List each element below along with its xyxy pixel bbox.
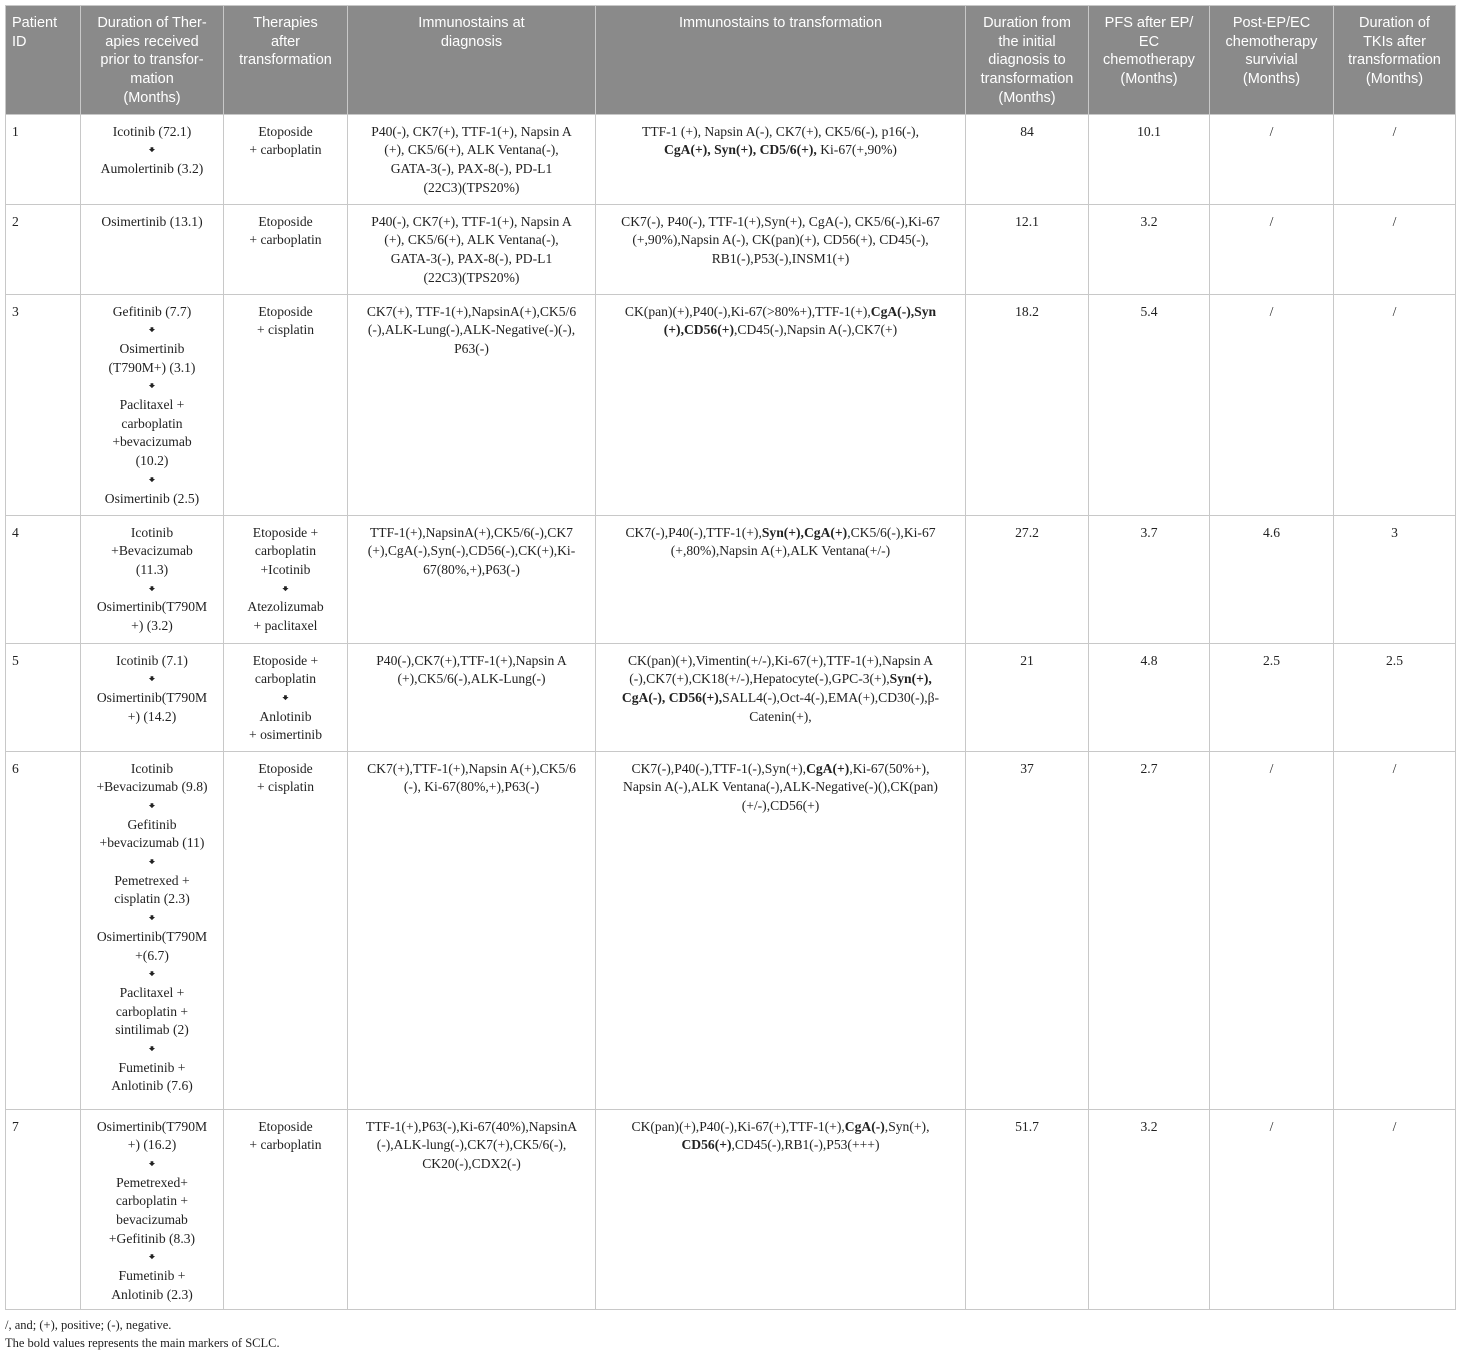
stain-line: TTF-1(+),P63(-),Ki-67(40%),NapsinA [365,1118,578,1134]
header-line: mation [130,71,174,88]
therapy-line: +) (3.2) [131,618,173,634]
header-line: PFS after EP/ [1104,15,1194,31]
table-row [6,643,1456,751]
header-line: transformation [1348,52,1441,69]
stain-line: (-),ALK-Lung(-),ALK-Negative(-)(-), [367,322,576,338]
header-line: (Months) [998,89,1056,106]
header-line: Immunostains to transformation [678,15,883,31]
therapy-line: Etoposide [258,213,313,229]
cell-tki-duration: / [1334,114,1456,204]
header-line: EC [1138,33,1160,50]
therapy-line: Gefitinib (7.7) [112,303,192,319]
header-therapies-after [224,6,348,115]
header-line: diagnosis [440,33,503,50]
therapy-line: +bevacizumab [112,434,192,450]
therapy-line: + carboplatin [249,1137,322,1153]
cell-immunostains-diagnosis [348,643,596,751]
cell-duration-to-transformation: 18.2 [966,294,1089,515]
header-immunostains-transformation [596,6,966,115]
header-line: transformation [980,71,1074,88]
footnote-abbreviations: /, and; (+), positive; (-), negative. [5,1317,172,1332]
therapy-line: sintilimab (2) [115,1022,189,1038]
cell-patient-id: 3 [6,294,81,515]
cell-patient-id: 2 [6,204,81,294]
stain-line [602,542,959,561]
stain-text: ,CD45(-),Napsin A(-),CK7(+) [734,322,898,338]
cell-therapies-after [224,751,348,1109]
header-line: (Months) [1242,71,1301,88]
stain-line: GATA-3(-), PAX-8(-), PD-L1 [390,160,553,176]
stain-line: CK7(+), TTF-1(+),NapsinA(+),CK5/6 [366,303,577,319]
stain-line [602,797,959,816]
cell-pfs: 3.2 [1089,204,1210,294]
therapy-line: Etoposide + [252,652,319,668]
cell-patient-id: 6 [6,751,81,1109]
therapy-line: + cisplatin [256,779,315,795]
header-line: Immunostains at [418,15,525,31]
table-row [6,1109,1456,1309]
header-post-chemo-survival [1210,6,1334,115]
therapy-line: (T790M+) (3.1) [108,359,196,375]
header-line: diagnosis to [988,52,1066,69]
cell-prior-therapies [81,1109,224,1309]
header-line: (Months) [1365,71,1424,88]
cell-tki-duration: 3 [1334,515,1456,643]
header-line: Duration of [1359,15,1430,31]
cell-tki-duration: / [1334,204,1456,294]
stain-text: ,Ki-67(50%+), [849,760,930,776]
therapy-line: +Icotinib [260,561,311,577]
stain-text: Ki-67(+,90%) [816,142,897,158]
stain-line [602,1118,959,1137]
stain-line: CK7(+),TTF-1(+),Napsin A(+),CK5/6 [367,760,576,776]
down-arrow-icon: 🠻 [148,1156,156,1171]
stain-line: GATA-3(-), PAX-8(-), PD-L1 [390,250,553,266]
cell-immunostains-transformation [596,204,966,294]
therapy-line: cisplatin (2.3) [114,891,190,907]
sclc-marker: CD56(+) [681,1137,732,1153]
stain-line [602,652,959,671]
therapy-line: (10.2) [135,453,169,469]
stain-line [602,760,959,779]
cell-immunostains-transformation [596,294,966,515]
sclc-marker: CgA(+) [806,760,850,776]
cell-duration-to-transformation: 21 [966,643,1089,751]
down-arrow-icon: 🠻 [148,143,156,158]
cell-post-chemo-survival: / [1210,1109,1334,1309]
cell-immunostains-diagnosis [348,114,596,204]
cell-pfs: 5.4 [1089,294,1210,515]
stain-line: (+),CgA(-),Syn(-),CD56(-),CK(+),Ki- [367,543,576,559]
down-arrow-icon: 🠻 [281,581,290,596]
stain-line: (-), Ki-67(80%,+),P63(-) [403,779,540,795]
cell-duration-to-transformation: 12.1 [966,204,1089,294]
therapy-line: + cisplatin [256,322,315,338]
sclc-marker: (+),CD56(+) [663,322,734,338]
header-immunostains-diagnosis [348,6,596,115]
sclc-marker: CgA(-), CD56(+), [621,689,723,705]
stain-text: TTF-1 (+), Napsin A(-), CK7(+), CK5/6(-), p16(-), [642,123,919,139]
header-prior-therapies [81,6,224,115]
therapy-line: Etoposide + [252,524,319,540]
therapy-line: carboplatin [121,415,183,431]
header-line: Duration of Ther- [97,15,207,31]
therapy-line: Anlotinib (2.3) [111,1286,193,1302]
therapy-line: + carboplatin [249,232,322,248]
cell-patient-id: 4 [6,515,81,643]
footnotes [5,1316,1455,1352]
cell-post-chemo-survival: / [1210,751,1334,1109]
stain-text: ,CD45(-),RB1(-),P53(+++) [731,1137,880,1153]
cell-patient-id: 7 [6,1109,81,1309]
cell-tki-duration: / [1334,1109,1456,1309]
therapy-line: + osimertinib [249,727,322,743]
sclc-marker: CgA(-) [844,1118,885,1134]
therapy-line: Anlotinib (7.6) [111,1078,193,1094]
cell-tki-duration: / [1334,294,1456,515]
therapy-line: (11.3) [135,561,169,577]
header-line: the initial [998,33,1056,50]
stain-text: CK7(-),P40(-),TTF-1(-),Syn(+), [631,760,807,776]
header-line: survivial [1245,52,1298,69]
stain-line: P63(-) [454,340,489,356]
cell-immunostains-transformation [596,114,966,204]
therapy-line: Osimertinib(T790M [96,1118,208,1134]
cell-post-chemo-survival: 4.6 [1210,515,1334,643]
cell-pfs: 2.7 [1089,751,1210,1109]
cell-duration-to-transformation: 84 [966,114,1089,204]
therapy-line: Osimertinib(T790M [96,689,208,705]
header-line: TKIs after [1363,33,1426,50]
therapy-line: Fumetinib + [118,1059,186,1075]
header-line: Duration from [983,15,1071,31]
cell-pfs: 3.7 [1089,515,1210,643]
cell-therapies-after [224,294,348,515]
cell-prior-therapies [81,643,224,751]
cell-post-chemo-survival: / [1210,114,1334,204]
down-arrow-icon: 🠻 [148,672,156,687]
therapy-line: Osimertinib(T790M [96,928,208,944]
therapy-line: bevacizumab [116,1212,188,1228]
stain-line [602,321,959,340]
cell-immunostains-transformation [596,515,966,643]
stain-line [602,670,959,689]
header-line: chemotherapy [1103,52,1195,69]
stain-text: Catenin(+), [749,708,812,724]
header-duration-to-transformation [966,6,1089,115]
stain-text: (+,80%),Napsin A(+),ALK Ventana(+/-) [670,543,891,559]
down-arrow-icon: 🠻 [148,798,156,813]
therapy-line: Osimertinib [119,340,185,356]
therapy-line: +Bevacizumab [111,543,193,559]
table-row [6,204,1456,294]
stain-line [602,250,959,269]
stain-line: (-),ALK-lung(-),CK7(+),CK5/6(-), [376,1137,567,1153]
sclc-marker: CgA(+), Syn(+), CD5/6(+), [664,142,817,158]
therapy-line: Fumetinib + [118,1268,186,1284]
therapy-line: Icotinib [130,760,174,776]
therapy-line: Osimertinib(T790M [96,599,208,615]
header-line: ID [12,33,27,50]
stain-line: CK20(-),CDX2(-) [422,1155,521,1171]
therapy-line: Aumolertinib (3.2) [100,160,204,176]
cell-duration-to-transformation: 27.2 [966,515,1089,643]
therapy-line: +Gefitinib (8.3) [108,1230,196,1246]
cell-immunostains-diagnosis [348,515,596,643]
stain-line [602,231,959,250]
sclc-marker: Syn(+), [889,671,932,687]
header-line: Patient [12,15,58,31]
stain-text: ,CK5/6(-),Ki-67 [847,524,936,540]
stain-text: ,Syn(+), [884,1118,930,1134]
down-arrow-icon: 🠻 [148,1250,156,1265]
table-row [6,515,1456,643]
stain-line: (+), CK5/6(+), ALK Ventana(-), [384,232,559,248]
cell-prior-therapies [81,515,224,643]
therapy-line: Icotinib (7.1) [116,652,188,668]
therapy-line: Osimertinib (13.1) [101,213,203,229]
stain-line: 67(80%,+),P63(-) [423,561,520,577]
cell-immunostains-transformation [596,751,966,1109]
stain-line: (+), CK5/6(+), ALK Ventana(-), [384,142,559,158]
cell-prior-therapies [81,204,224,294]
down-arrow-icon: 🠻 [148,1042,156,1056]
stain-text: CK(pan)(+),P40(-),Ki-67(+),TTF-1(+), [631,1118,845,1134]
header-line: (Months) [123,89,181,106]
stain-text: CK7(-), P40(-), TTF-1(+),Syn(+), CgA(-), CK5/6(-),Ki-67 [621,213,940,229]
therapy-line: +Bevacizumab (9.8) [96,779,208,795]
stain-text: RB1(-),P53(-),INSM1(+) [711,250,850,266]
therapy-line: Gefitinib [127,816,177,832]
table-body [6,114,1456,1309]
header-tki-duration [1334,6,1456,115]
cell-immunostains-transformation [596,643,966,751]
cell-therapies-after [224,643,348,751]
stain-text: (-),CK7(+),CK18(+/-),Hepatocyte(-),GPC-3(+), [629,671,890,687]
header-line: Post-EP/EC [1232,15,1311,31]
therapy-line: Etoposide [258,1118,313,1134]
document-table-wrapper [5,5,1455,1352]
cell-immunostains-transformation [596,1109,966,1309]
cell-post-chemo-survival: / [1210,294,1334,515]
cell-therapies-after [224,114,348,204]
stain-text: CK7(-),P40(-),TTF-1(+), [625,524,762,540]
cell-prior-therapies [81,751,224,1109]
cell-immunostains-diagnosis [348,751,596,1109]
stain-line [602,708,959,727]
therapy-line: Paclitaxel + [119,397,185,412]
stain-text: (+,90%),Napsin A(-), CK(pan)(+), CD56(+), CD45(-), [632,232,929,248]
cell-duration-to-transformation: 51.7 [966,1109,1089,1309]
header-line: Therapies [253,15,318,31]
table-row [6,751,1456,1109]
cell-post-chemo-survival: 2.5 [1210,643,1334,751]
therapy-line: carboplatin + [115,1003,189,1019]
stain-line: P40(-),CK7(+),TTF-1(+),Napsin A [376,652,567,668]
header-pfs [1089,6,1210,115]
table-row [6,114,1456,204]
therapy-line: +) (16.2) [127,1137,177,1153]
down-arrow-icon: 🠻 [148,967,156,982]
stain-line: (22C3)(TPS20%) [423,269,520,285]
down-arrow-icon: 🠻 [148,472,156,487]
header-line: after [270,33,300,50]
stain-text: CK(pan)(+),Vimentin(+/-),Ki-67(+),TTF-1(+),Napsin A [627,652,934,668]
therapy-line: Icotinib [130,524,174,540]
header-line: transformation [239,52,332,69]
therapy-line: +(6.7) [135,947,169,963]
cell-immunostains-diagnosis [348,1109,596,1309]
stain-text: (+/-),CD56(+) [741,797,820,813]
stain-line: (22C3)(TPS20%) [423,179,520,195]
cell-pfs: 10.1 [1089,114,1210,204]
therapy-line: Icotinib (72.1) [112,123,192,139]
therapy-line: Anlotinib [259,708,312,724]
down-arrow-icon: 🠻 [148,323,156,338]
stain-text: SALL4(-),Oct-4(-),EMA(+),CD30(-),β- [722,689,940,705]
footnote-bold-note: The bold values represents the main markers of SCLC. [5,1335,280,1350]
cell-immunostains-diagnosis [348,204,596,294]
down-arrow-icon: 🠻 [148,855,156,870]
stain-line: P40(-), CK7(+), TTF-1(+), Napsin A [371,123,572,139]
therapy-line: carboplatin + [115,1193,189,1209]
cell-therapies-after [224,204,348,294]
stain-text: CK(pan)(+),P40(-),Ki-67(>80%+),TTF-1(+), [624,303,871,319]
therapy-line: Paclitaxel + [119,984,185,1000]
stain-line [602,213,959,232]
cell-pfs: 3.2 [1089,1109,1210,1309]
header-line: chemotherapy [1225,33,1318,50]
cell-tki-duration: / [1334,751,1456,1109]
stain-line [602,1136,959,1155]
cell-pfs: 4.8 [1089,643,1210,751]
therapy-line: + carboplatin [249,142,322,158]
cell-duration-to-transformation: 37 [966,751,1089,1109]
header-patient-id [6,6,81,115]
stain-line: TTF-1(+),NapsinA(+),CK5/6(-),CK7 [370,524,573,540]
sclc-marker: CgA(-),Syn [870,303,937,319]
therapy-line: carboplatin [254,543,317,559]
stain-line: (+),CK5/6(-),ALK-Lung(-) [397,671,546,687]
cell-patient-id: 1 [6,114,81,204]
table-header-row [6,6,1456,115]
stain-text: Napsin A(-),ALK Ventana(-),ALK-Negative(-)(),CK(pan) [623,779,938,795]
therapy-line: Etoposide [258,123,313,139]
down-arrow-icon: 🠻 [281,690,290,705]
stain-line [602,303,959,322]
therapy-line: Osimertinib (2.5) [104,490,200,506]
cell-immunostains-diagnosis [348,294,596,515]
header-line: (Months) [1120,71,1178,88]
therapy-line: + paclitaxel [253,618,318,634]
header-line: apies received [105,33,199,50]
cell-prior-therapies [81,114,224,204]
therapy-line: Pemetrexed+ [116,1174,188,1190]
stain-line [602,524,959,543]
down-arrow-icon: 🠻 [148,379,156,394]
therapy-line: Atezolizumab [247,599,324,615]
cell-prior-therapies [81,294,224,515]
stain-line [602,778,959,797]
cell-patient-id: 5 [6,643,81,751]
table-row [6,294,1456,515]
therapy-line: carboplatin [254,671,317,687]
down-arrow-icon: 🠻 [148,911,156,926]
therapy-line: +) (14.2) [127,708,177,724]
down-arrow-icon: 🠻 [148,581,156,596]
sclc-marker: Syn(+),CgA(+) [761,524,848,540]
stain-line: P40(-), CK7(+), TTF-1(+), Napsin A [371,213,572,229]
stain-line [602,123,959,142]
therapy-line: Etoposide [258,303,313,319]
cell-tki-duration: 2.5 [1334,643,1456,751]
therapy-line: Pemetrexed + [114,872,190,888]
header-line: prior to transfor- [100,52,204,69]
cell-post-chemo-survival: / [1210,204,1334,294]
cell-therapies-after [224,515,348,643]
therapy-line: Etoposide [258,760,313,776]
cell-therapies-after [224,1109,348,1309]
patient-table [5,5,1456,1310]
stain-line [602,141,959,160]
stain-line [602,689,959,708]
therapy-line: +bevacizumab (11) [99,835,205,851]
